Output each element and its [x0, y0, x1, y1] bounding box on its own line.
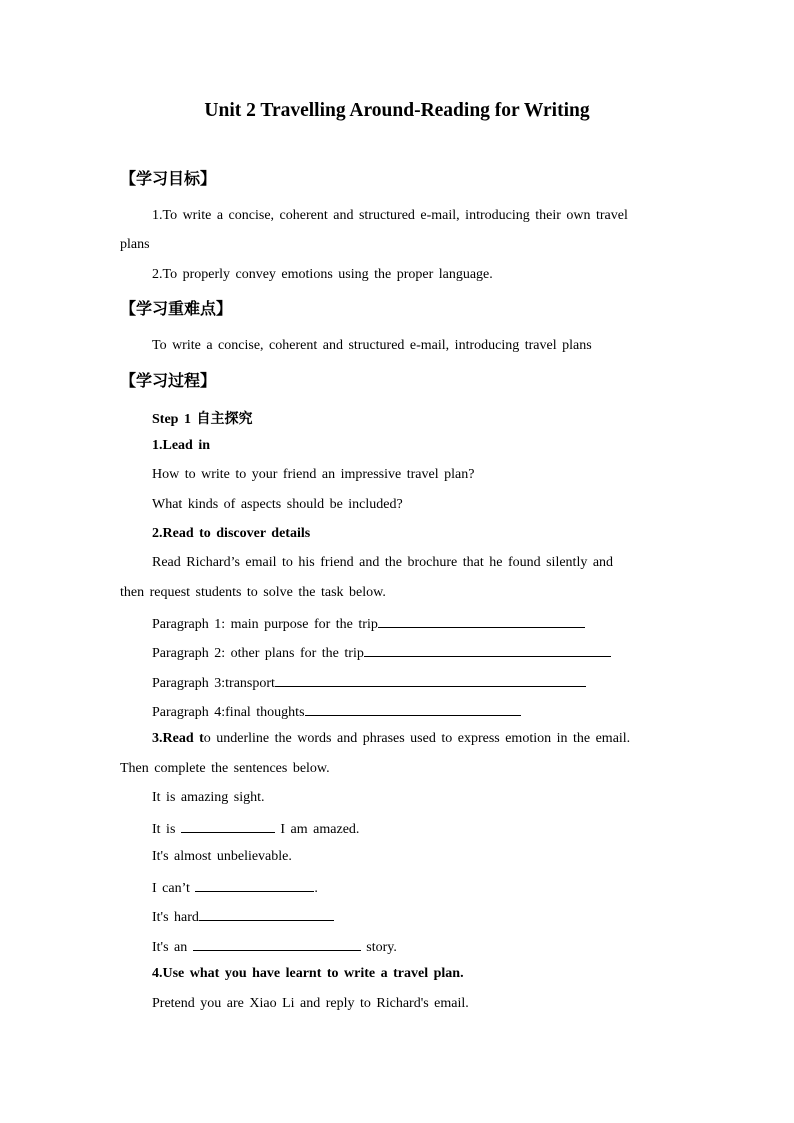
sentence-4-blank[interactable] — [195, 878, 314, 892]
paragraph-3-blank[interactable] — [275, 673, 586, 687]
goal-1-text: 1.To write a concise, coherent and structured e-mail, introducing their own travel — [152, 208, 628, 223]
read-underline-heading-rest: o underline the words and phrases used to express emotion in the email. — [203, 731, 631, 746]
paragraph-3-label: Paragraph 3:transport — [152, 676, 275, 691]
use-learnt-heading: 4.Use what you have learnt to write a travel plan. — [152, 966, 464, 981]
paragraph-2-label: Paragraph 2: other plans for the trip — [152, 646, 364, 661]
sentence-6-start: It's an — [152, 940, 188, 955]
step-1-heading — [152, 408, 252, 428]
sentence-2-start: It is — [152, 822, 176, 837]
read-underline-instruction — [152, 731, 630, 747]
sentence-5-start: It's hard — [152, 910, 199, 925]
sentence-2-end: I am amazed. — [280, 822, 360, 837]
sentence-1: It is amazing sight. — [152, 790, 265, 805]
key-points-heading: 【学习重难点】 — [120, 299, 233, 318]
paragraph-2-item — [152, 643, 611, 662]
sentence-6-blank[interactable] — [193, 937, 361, 951]
sentence-5-blank[interactable] — [199, 907, 334, 921]
paragraph-2-blank[interactable] — [364, 643, 611, 657]
sentence-2-blank[interactable] — [181, 819, 275, 833]
sentence-4-start: I can’t — [152, 881, 190, 896]
paragraph-1-item — [152, 614, 585, 633]
paragraph-1-label: Paragraph 1: main purpose for the trip — [152, 617, 378, 632]
use-learnt-instruction: Pretend you are Xiao Li and reply to Richard's email. — [152, 996, 469, 1011]
lead-in-heading: 1.Lead in — [152, 438, 211, 453]
goal-1-text-cont: plans — [120, 237, 150, 252]
sentence-4-end: . — [314, 881, 318, 896]
step-1-label-cn: 自主探究 — [196, 411, 253, 427]
goals-heading: 【学习目标】 — [120, 169, 217, 188]
sentence-3: It's almost unbelievable. — [152, 849, 292, 864]
step-1-label: Step 1 — [152, 412, 191, 427]
read-details-heading: 2.Read to discover details — [152, 526, 311, 541]
paragraph-4-item — [152, 702, 521, 721]
key-point-text: To write a concise, coherent and structured e-mail, introducing travel plans — [152, 338, 592, 353]
process-heading: 【学习过程】 — [120, 371, 217, 390]
lead-in-question-1: How to write to your friend an impressive travel plan? — [152, 467, 475, 482]
sentence-2 — [152, 819, 359, 838]
read-details-instruction-cont: then request students to solve the task below. — [120, 585, 386, 600]
read-details-instruction: Read Richard’s email to his friend and the brochure that he found silently and — [152, 555, 614, 570]
paragraph-3-item — [152, 673, 586, 692]
read-underline-instruction-cont: Then complete the sentences below. — [120, 761, 330, 776]
paragraph-1-blank[interactable] — [378, 614, 585, 628]
lead-in-question-2: What kinds of aspects should be included? — [152, 497, 403, 512]
goal-2-text: 2.To properly convey emotions using the proper language. — [152, 267, 493, 282]
page-title: Unit 2 Travelling Around-Reading for Writing — [204, 100, 590, 121]
paragraph-4-label: Paragraph 4:final thoughts — [152, 705, 305, 720]
sentence-6-end: story. — [366, 940, 397, 955]
paragraph-4-blank[interactable] — [305, 702, 521, 716]
read-underline-heading: 3.Read t — [152, 731, 204, 746]
sentence-6 — [152, 937, 397, 956]
sentence-5 — [152, 907, 334, 926]
sentence-4 — [152, 878, 318, 897]
